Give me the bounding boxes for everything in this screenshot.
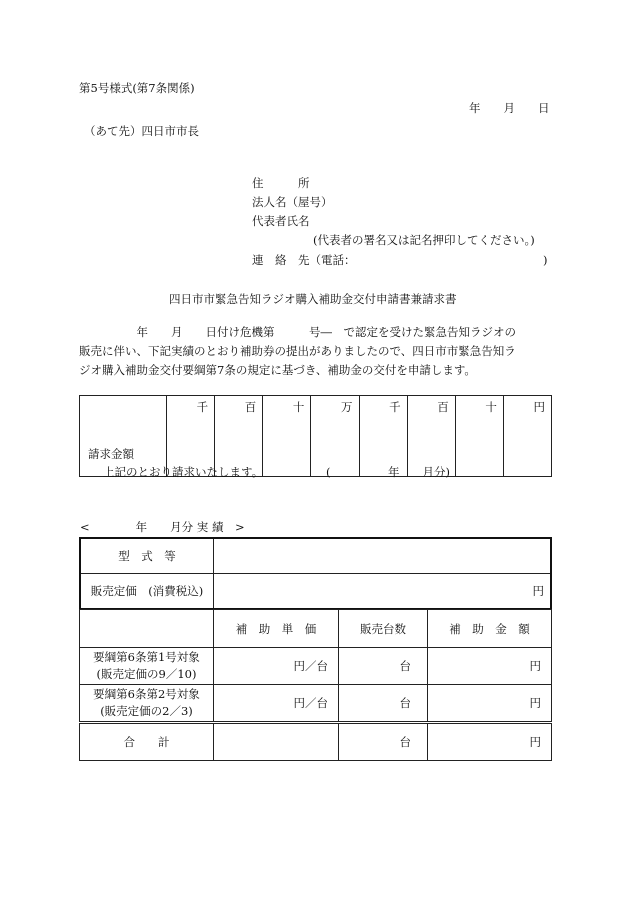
digit-cell[interactable]: 千 xyxy=(167,396,215,477)
body-line-2: 販売に伴い、下記実績のとおり補助券の提出がありましたので、四日市市緊急告知ラ xyxy=(79,344,516,358)
row-2-label xyxy=(80,685,214,723)
applicant-corp-name-label: 法人名（屋号） xyxy=(252,195,333,209)
row-2-label-line1: 要綱第6条第2号対象 xyxy=(93,687,200,702)
table-row xyxy=(80,685,552,723)
claim-period: ( 年 月分) xyxy=(326,465,450,479)
header-units-sold: 販売台数 xyxy=(339,610,428,648)
total-amount-cell[interactable]: 円 xyxy=(428,723,552,761)
rep-signature-note: (代表者の署名又は記名押印してください。) xyxy=(313,233,535,247)
date-line: 年 月 日 xyxy=(469,101,550,115)
header-blank xyxy=(80,610,214,648)
row-2-count-cell[interactable]: 台 xyxy=(339,685,428,723)
header-subsidy-amount: 補 助 金 額 xyxy=(428,610,552,648)
claim-amount-label: 請求金額 xyxy=(80,396,167,477)
price-value-cell[interactable]: 円 xyxy=(214,574,552,610)
row-1-label xyxy=(80,648,214,685)
record-heading: < 年 月分 実 績 > xyxy=(80,520,245,534)
digit-cell[interactable]: 百 xyxy=(215,396,263,477)
model-label: 型 式 等 xyxy=(80,538,214,574)
contact-close-paren: ) xyxy=(543,253,548,267)
total-count-cell[interactable]: 台 xyxy=(339,723,428,761)
table-row xyxy=(80,723,552,761)
row-2-label-line2: (販売定価の2／3) xyxy=(100,704,193,718)
row-1-count-cell[interactable]: 台 xyxy=(339,648,428,685)
form-number: 第5号様式(第7条関係) xyxy=(79,81,195,95)
addressee: （あて先）四日市市長 xyxy=(84,124,199,138)
applicant-address-label: 住 所 xyxy=(252,176,310,190)
row-1-label-line1: 要綱第6条第1号対象 xyxy=(93,650,200,665)
header-unit-price: 補 助 単 価 xyxy=(214,610,339,648)
table-row xyxy=(80,648,552,685)
applicant-rep-name-label: 代表者氏名 xyxy=(252,214,310,228)
claim-note: 上記のとおり請求いたします。 xyxy=(103,465,264,479)
digit-cell[interactable]: 十 xyxy=(455,396,503,477)
document-title: 四日市市緊急告知ラジオ購入補助金交付申請書兼請求書 xyxy=(169,292,457,306)
model-price-table xyxy=(79,537,552,610)
total-unit-price-cell xyxy=(214,723,339,761)
digit-cell[interactable]: 円 xyxy=(503,396,551,477)
total-label: 合 計 xyxy=(80,723,214,761)
digit-cell[interactable]: 百 xyxy=(407,396,455,477)
digit-cell[interactable]: 万 xyxy=(311,396,359,477)
model-value-cell[interactable] xyxy=(214,538,552,574)
applicant-contact-label: 連 絡 先（電話： xyxy=(252,253,356,267)
row-1-label-line2: (販売定価の9／10) xyxy=(96,667,197,681)
body-line-3: ジオ購入補助金交付要綱第7条の規定に基づき、補助金の交付を申請します。 xyxy=(79,363,476,377)
price-label: 販売定価 (消費税込) xyxy=(80,574,214,610)
row-1-amount-cell[interactable]: 円 xyxy=(428,648,552,685)
row-1-unit-price-cell[interactable]: 円／台 xyxy=(214,648,339,685)
row-2-unit-price-cell[interactable]: 円／台 xyxy=(214,685,339,723)
digit-cell[interactable]: 十 xyxy=(263,396,311,477)
digit-cell[interactable]: 千 xyxy=(359,396,407,477)
subsidy-table xyxy=(79,609,552,761)
row-2-amount-cell[interactable]: 円 xyxy=(428,685,552,723)
body-line-1: 年 月 日付け危機第 号― で認定を受けた緊急告知ラジオの xyxy=(79,325,516,339)
